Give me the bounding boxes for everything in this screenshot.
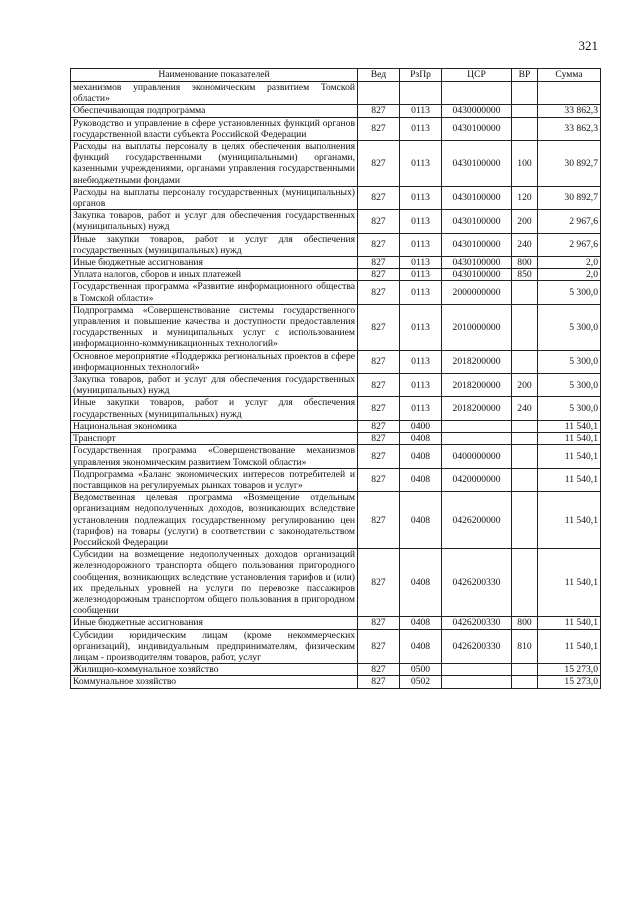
cell-vr: 850 (512, 269, 538, 281)
cell-sum: 11 540,1 (538, 468, 601, 491)
cell-csr: 0430100000 (442, 257, 512, 269)
cell-csr (442, 420, 512, 432)
table-row (71, 397, 601, 420)
cell-name: Коммунальное хозяйство (71, 676, 358, 688)
cell-rzpr: 0113 (400, 117, 442, 140)
cell-ved: 827 (358, 281, 400, 304)
cell-sum: 15 273,0 (538, 676, 601, 688)
table-row (71, 186, 601, 209)
cell-vr (512, 664, 538, 676)
cell-ved: 827 (358, 257, 400, 269)
cell-name: Подпрограмма «Баланс экономических интересов потребителей и поставщиков на регулируемых рынках товаров и услуг» (71, 468, 358, 491)
header-sum: Сумма (538, 69, 601, 82)
table-row (71, 141, 601, 187)
cell-sum: 11 540,1 (538, 629, 601, 664)
cell-rzpr: 0400 (400, 420, 442, 432)
cell-csr: 0426200330 (442, 617, 512, 629)
cell-name: Подпрограмма «Совершенствование системы государственного управления и повышение качества и доступности предоставления государственных и муниципальных услуг с использованием информационно-коммуникационных технологий» (71, 304, 358, 350)
cell-name: Жилищно-коммунальное хозяйство (71, 664, 358, 676)
cell-rzpr: 0500 (400, 664, 442, 676)
cell-ved: 827 (358, 233, 400, 256)
cell-name: механизмов управления экономическим развитием Томской области» (71, 82, 358, 105)
cell-name: Закупка товаров, работ и услуг для обеспечения государственных (муниципальных) нужд (71, 374, 358, 397)
table-row (71, 492, 601, 549)
cell-sum: 15 273,0 (538, 664, 601, 676)
table-header-row (71, 69, 601, 82)
cell-name: Иные бюджетные ассигнования (71, 617, 358, 629)
cell-name: Обеспечивающая подпрограмма (71, 105, 358, 117)
cell-ved: 827 (358, 397, 400, 420)
cell-sum: 33 862,3 (538, 105, 601, 117)
cell-ved: 827 (358, 492, 400, 549)
cell-ved: 827 (358, 269, 400, 281)
cell-sum: 2 967,6 (538, 210, 601, 233)
cell-csr: 0426200330 (442, 629, 512, 664)
cell-ved: 827 (358, 664, 400, 676)
cell-sum: 11 540,1 (538, 433, 601, 445)
header-rzpr: РзПр (400, 69, 442, 82)
cell-csr (442, 433, 512, 445)
cell-rzpr: 0113 (400, 281, 442, 304)
table-row (71, 420, 601, 432)
cell-csr: 0430100000 (442, 117, 512, 140)
cell-ved: 827 (358, 374, 400, 397)
cell-sum: 5 300,0 (538, 374, 601, 397)
cell-name: Государственная программа «Совершенствование механизмов управления экономическим развитием Томской области» (71, 445, 358, 468)
table-row (71, 281, 601, 304)
cell-vr: 240 (512, 397, 538, 420)
table-row (71, 304, 601, 350)
cell-sum: 5 300,0 (538, 281, 601, 304)
cell-rzpr: 0113 (400, 304, 442, 350)
cell-name: Субсидии на возмещение недополученных доходов организаций железнодорожного транспорта общего пользования пригородного сообщения, возникающих вследствие установления тарифов и (или) их предельных уровней на услуги по перевозке пассажиров железнодорожным транспортом общего пользования в пригородном сообщении (71, 549, 358, 617)
table-row (71, 445, 601, 468)
cell-sum: 11 540,1 (538, 549, 601, 617)
cell-name: Иные закупки товаров, работ и услуг для обеспечения государственных (муниципальных) нужд (71, 397, 358, 420)
cell-vr: 100 (512, 141, 538, 187)
cell-csr: 0430100000 (442, 210, 512, 233)
cell-csr: 2018200000 (442, 350, 512, 373)
cell-csr: 2010000000 (442, 304, 512, 350)
cell-ved: 827 (358, 350, 400, 373)
cell-csr: 0430100000 (442, 269, 512, 281)
cell-ved: 827 (358, 210, 400, 233)
cell-sum: 2,0 (538, 269, 601, 281)
cell-sum: 11 540,1 (538, 420, 601, 432)
cell-rzpr: 0113 (400, 233, 442, 256)
cell-sum (538, 82, 601, 105)
cell-name: Расходы на выплаты персоналу в целях обеспечения выполнения функций государственными (муниципальными) органами, казенными учреждениями, органами управления государственными внебюджетными фондами (71, 141, 358, 187)
table-row (71, 117, 601, 140)
cell-sum: 30 892,7 (538, 186, 601, 209)
cell-rzpr: 0408 (400, 492, 442, 549)
cell-rzpr: 0502 (400, 676, 442, 688)
cell-vr: 800 (512, 257, 538, 269)
cell-ved: 827 (358, 629, 400, 664)
table-row (71, 233, 601, 256)
table-row (71, 676, 601, 688)
cell-vr (512, 492, 538, 549)
cell-name: Уплата налогов, сборов и иных платежей (71, 269, 358, 281)
cell-vr (512, 281, 538, 304)
cell-csr: 2018200000 (442, 374, 512, 397)
cell-vr (512, 420, 538, 432)
table-row (71, 82, 601, 105)
cell-rzpr: 0408 (400, 445, 442, 468)
page-number: 321 (578, 38, 598, 53)
cell-sum: 5 300,0 (538, 397, 601, 420)
table-row (71, 269, 601, 281)
cell-sum: 2,0 (538, 257, 601, 269)
cell-csr: 0426200000 (442, 492, 512, 549)
table-row (71, 617, 601, 629)
cell-name: Транспорт (71, 433, 358, 445)
table-row (71, 433, 601, 445)
cell-sum: 30 892,7 (538, 141, 601, 187)
budget-table (70, 68, 601, 689)
table-body (71, 82, 601, 689)
header-ved: Вед (358, 69, 400, 82)
cell-name: Руководство и управление в сфере установленных функций органов государственной власти субъекта Российской Федерации (71, 117, 358, 140)
cell-rzpr: 0113 (400, 141, 442, 187)
cell-csr: 0420000000 (442, 468, 512, 491)
cell-ved: 827 (358, 617, 400, 629)
cell-csr: 0430000000 (442, 105, 512, 117)
cell-sum: 11 540,1 (538, 492, 601, 549)
cell-ved: 827 (358, 445, 400, 468)
cell-rzpr: 0408 (400, 617, 442, 629)
cell-vr (512, 350, 538, 373)
header-vr: ВР (512, 69, 538, 82)
cell-vr (512, 445, 538, 468)
table-row (71, 468, 601, 491)
cell-csr: 0430100000 (442, 233, 512, 256)
cell-rzpr: 0408 (400, 433, 442, 445)
cell-csr: 0426200330 (442, 549, 512, 617)
cell-name: Иные бюджетные ассигнования (71, 257, 358, 269)
cell-ved: 827 (358, 105, 400, 117)
cell-name: Основное мероприятие «Поддержка региональных проектов в сфере информационных технологий» (71, 350, 358, 373)
cell-rzpr: 0113 (400, 397, 442, 420)
cell-sum: 11 540,1 (538, 445, 601, 468)
cell-ved: 827 (358, 433, 400, 445)
table-row (71, 629, 601, 664)
cell-sum: 5 300,0 (538, 304, 601, 350)
cell-rzpr (400, 82, 442, 105)
cell-csr (442, 82, 512, 105)
cell-vr: 240 (512, 233, 538, 256)
cell-ved: 827 (358, 141, 400, 187)
cell-ved: 827 (358, 117, 400, 140)
cell-ved: 827 (358, 676, 400, 688)
cell-sum: 2 967,6 (538, 233, 601, 256)
cell-sum: 11 540,1 (538, 617, 601, 629)
cell-vr: 200 (512, 374, 538, 397)
cell-vr (512, 117, 538, 140)
cell-rzpr: 0113 (400, 210, 442, 233)
table-row (71, 549, 601, 617)
budget-table-container (70, 68, 600, 689)
cell-vr (512, 468, 538, 491)
cell-ved: 827 (358, 549, 400, 617)
cell-sum: 5 300,0 (538, 350, 601, 373)
cell-vr (512, 549, 538, 617)
cell-vr (512, 676, 538, 688)
cell-csr: 0400000000 (442, 445, 512, 468)
cell-csr (442, 664, 512, 676)
cell-rzpr: 0113 (400, 257, 442, 269)
cell-name: Субсидии юридическим лицам (кроме некоммерческих организаций), индивидуальным предпринимателям, физическим лицам - производителям товаров, работ, услуг (71, 629, 358, 664)
table-row (71, 374, 601, 397)
cell-sum: 33 862,3 (538, 117, 601, 140)
table-row (71, 664, 601, 676)
cell-vr (512, 82, 538, 105)
cell-name: Закупка товаров, работ и услуг для обеспечения государственных (муниципальных) нужд (71, 210, 358, 233)
cell-vr: 120 (512, 186, 538, 209)
cell-name: Национальная экономика (71, 420, 358, 432)
header-name: Наименование показателей (71, 69, 358, 82)
cell-rzpr: 0408 (400, 549, 442, 617)
cell-rzpr: 0113 (400, 269, 442, 281)
cell-ved: 827 (358, 468, 400, 491)
cell-rzpr: 0113 (400, 350, 442, 373)
cell-csr (442, 676, 512, 688)
cell-csr: 2000000000 (442, 281, 512, 304)
cell-vr: 800 (512, 617, 538, 629)
table-row (71, 257, 601, 269)
table-row (71, 105, 601, 117)
cell-name: Расходы на выплаты персоналу государственных (муниципальных) органов (71, 186, 358, 209)
cell-ved: 827 (358, 186, 400, 209)
cell-vr: 200 (512, 210, 538, 233)
cell-ved: 827 (358, 420, 400, 432)
cell-rzpr: 0408 (400, 468, 442, 491)
cell-rzpr: 0113 (400, 186, 442, 209)
cell-csr: 2018200000 (442, 397, 512, 420)
cell-vr (512, 105, 538, 117)
cell-rzpr: 0113 (400, 374, 442, 397)
cell-vr: 810 (512, 629, 538, 664)
cell-vr (512, 433, 538, 445)
cell-rzpr: 0113 (400, 105, 442, 117)
cell-name: Ведомственная целевая программа «Возмещение отдельным организациям недополученных доходов, возникающих вследствие установления подлежащих государственному регулированию цен (тарифов) на товары (услуги) в соответствии с законодательством Российской Федерации (71, 492, 358, 549)
table-row (71, 350, 601, 373)
cell-name: Государственная программа «Развитие информационного общества в Томской области» (71, 281, 358, 304)
header-csr: ЦСР (442, 69, 512, 82)
table-row (71, 210, 601, 233)
cell-vr (512, 304, 538, 350)
cell-csr: 0430100000 (442, 141, 512, 187)
cell-name: Иные закупки товаров, работ и услуг для обеспечения государственных (муниципальных) нужд (71, 233, 358, 256)
cell-rzpr: 0408 (400, 629, 442, 664)
cell-csr: 0430100000 (442, 186, 512, 209)
cell-ved: 827 (358, 304, 400, 350)
cell-ved (358, 82, 400, 105)
